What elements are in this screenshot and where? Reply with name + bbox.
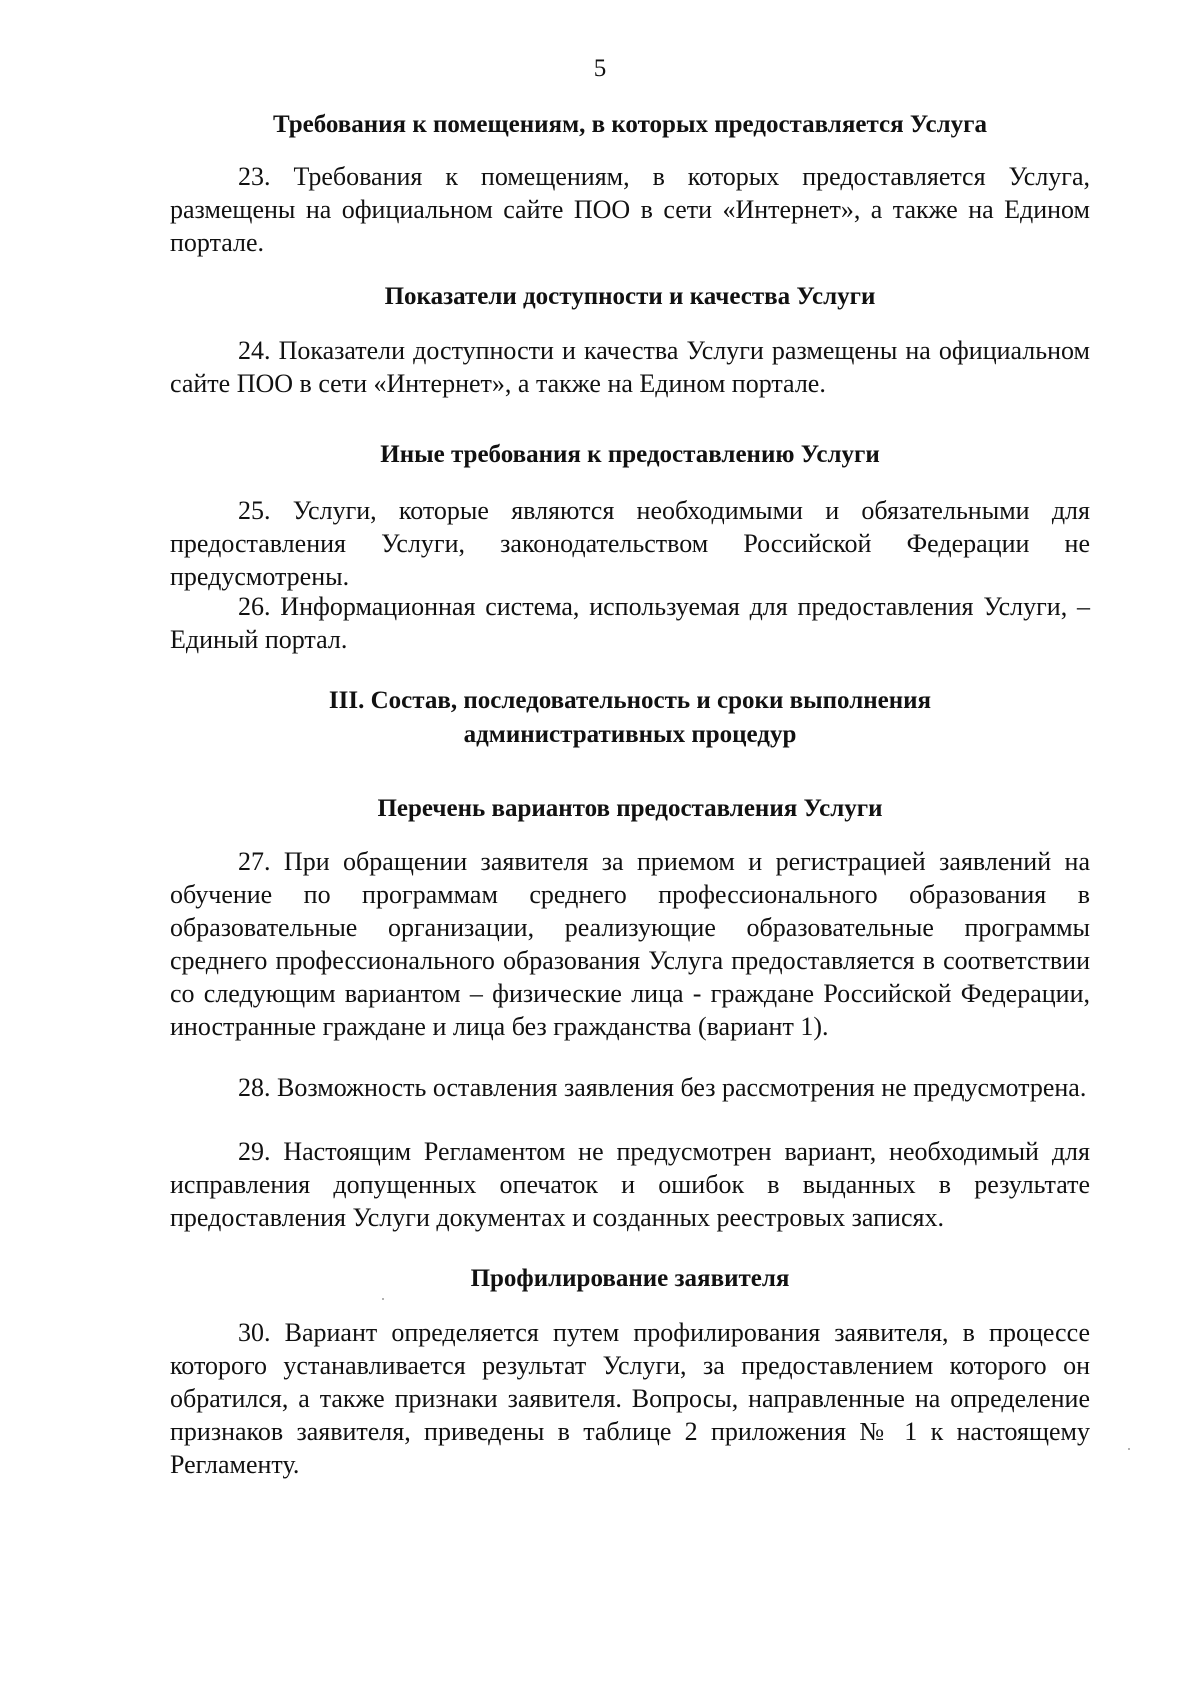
paragraph-30: 30. Вариант определяется путем профилирования заявителя, в процессе которого устанавливается результат Услуги, за предоставлением которого он обратился, а также признаки заявителя. Вопросы, направленные на определение признаков заявителя, приведены в таблице 2 приложения № 1 к настоящему Регламенту. bbox=[170, 1318, 1090, 1479]
chapter-heading-iii-line1: III. Состав, последовательность и сроки выполнения bbox=[328, 687, 932, 714]
scan-speck bbox=[1128, 1448, 1130, 1450]
paragraph-24: 24. Показатели доступности и качества Услуги размещены на официальном сайте ПОО в сети «Интернет», а также на Едином портале. bbox=[170, 336, 1090, 398]
page-number: 5 bbox=[593, 55, 607, 82]
section-heading-other-requirements: Иные требования к предоставлению Услуги bbox=[380, 441, 880, 468]
paragraph-27: 27. При обращении заявителя за приемом и регистрацией заявлений на обучение по программам среднего профессионального образования в образовательные организации, реализующие образовательные программы среднего профессионального образования Услуга предоставляется в соответствии со следующим вариантом – физические лица - граждане Российской Федерации, иностранные граждане и лица без гражданства (вариант 1). bbox=[170, 847, 1090, 1041]
section-heading-profiling: Профилирование заявителя bbox=[470, 1265, 790, 1292]
paragraph-23: 23. Требования к помещениям, в которых предоставляется Услуга, размещены на официальном сайте ПОО в сети «Интернет», а также на Едином портале. bbox=[170, 162, 1090, 257]
section-heading-variants: Перечень вариантов предоставления Услуги bbox=[377, 795, 883, 822]
paragraph-26: 26. Информационная система, используемая для предоставления Услуги, – Единый портал. bbox=[170, 592, 1090, 654]
section-heading-premises: Требования к помещениям, в которых предоставляется Услуга bbox=[272, 111, 988, 138]
scan-speck bbox=[382, 1298, 384, 1300]
paragraph-25: 25. Услуги, которые являются необходимыми и обязательными для предоставления Услуги, законодательством Российской Федерации не предусмотрены. bbox=[170, 496, 1090, 591]
paragraph-28: 28. Возможность оставления заявления без рассмотрения не предусмотрена. bbox=[238, 1073, 1087, 1102]
chapter-heading-iii-line2: административных процедур bbox=[463, 721, 797, 748]
section-heading-accessibility: Показатели доступности и качества Услуги bbox=[384, 283, 876, 310]
paragraph-29: 29. Настоящим Регламентом не предусмотрен вариант, необходимый для исправления допущенных опечаток и ошибок в выданных в результате предоставления Услуги документах и созданных реестровых записях. bbox=[170, 1137, 1090, 1232]
